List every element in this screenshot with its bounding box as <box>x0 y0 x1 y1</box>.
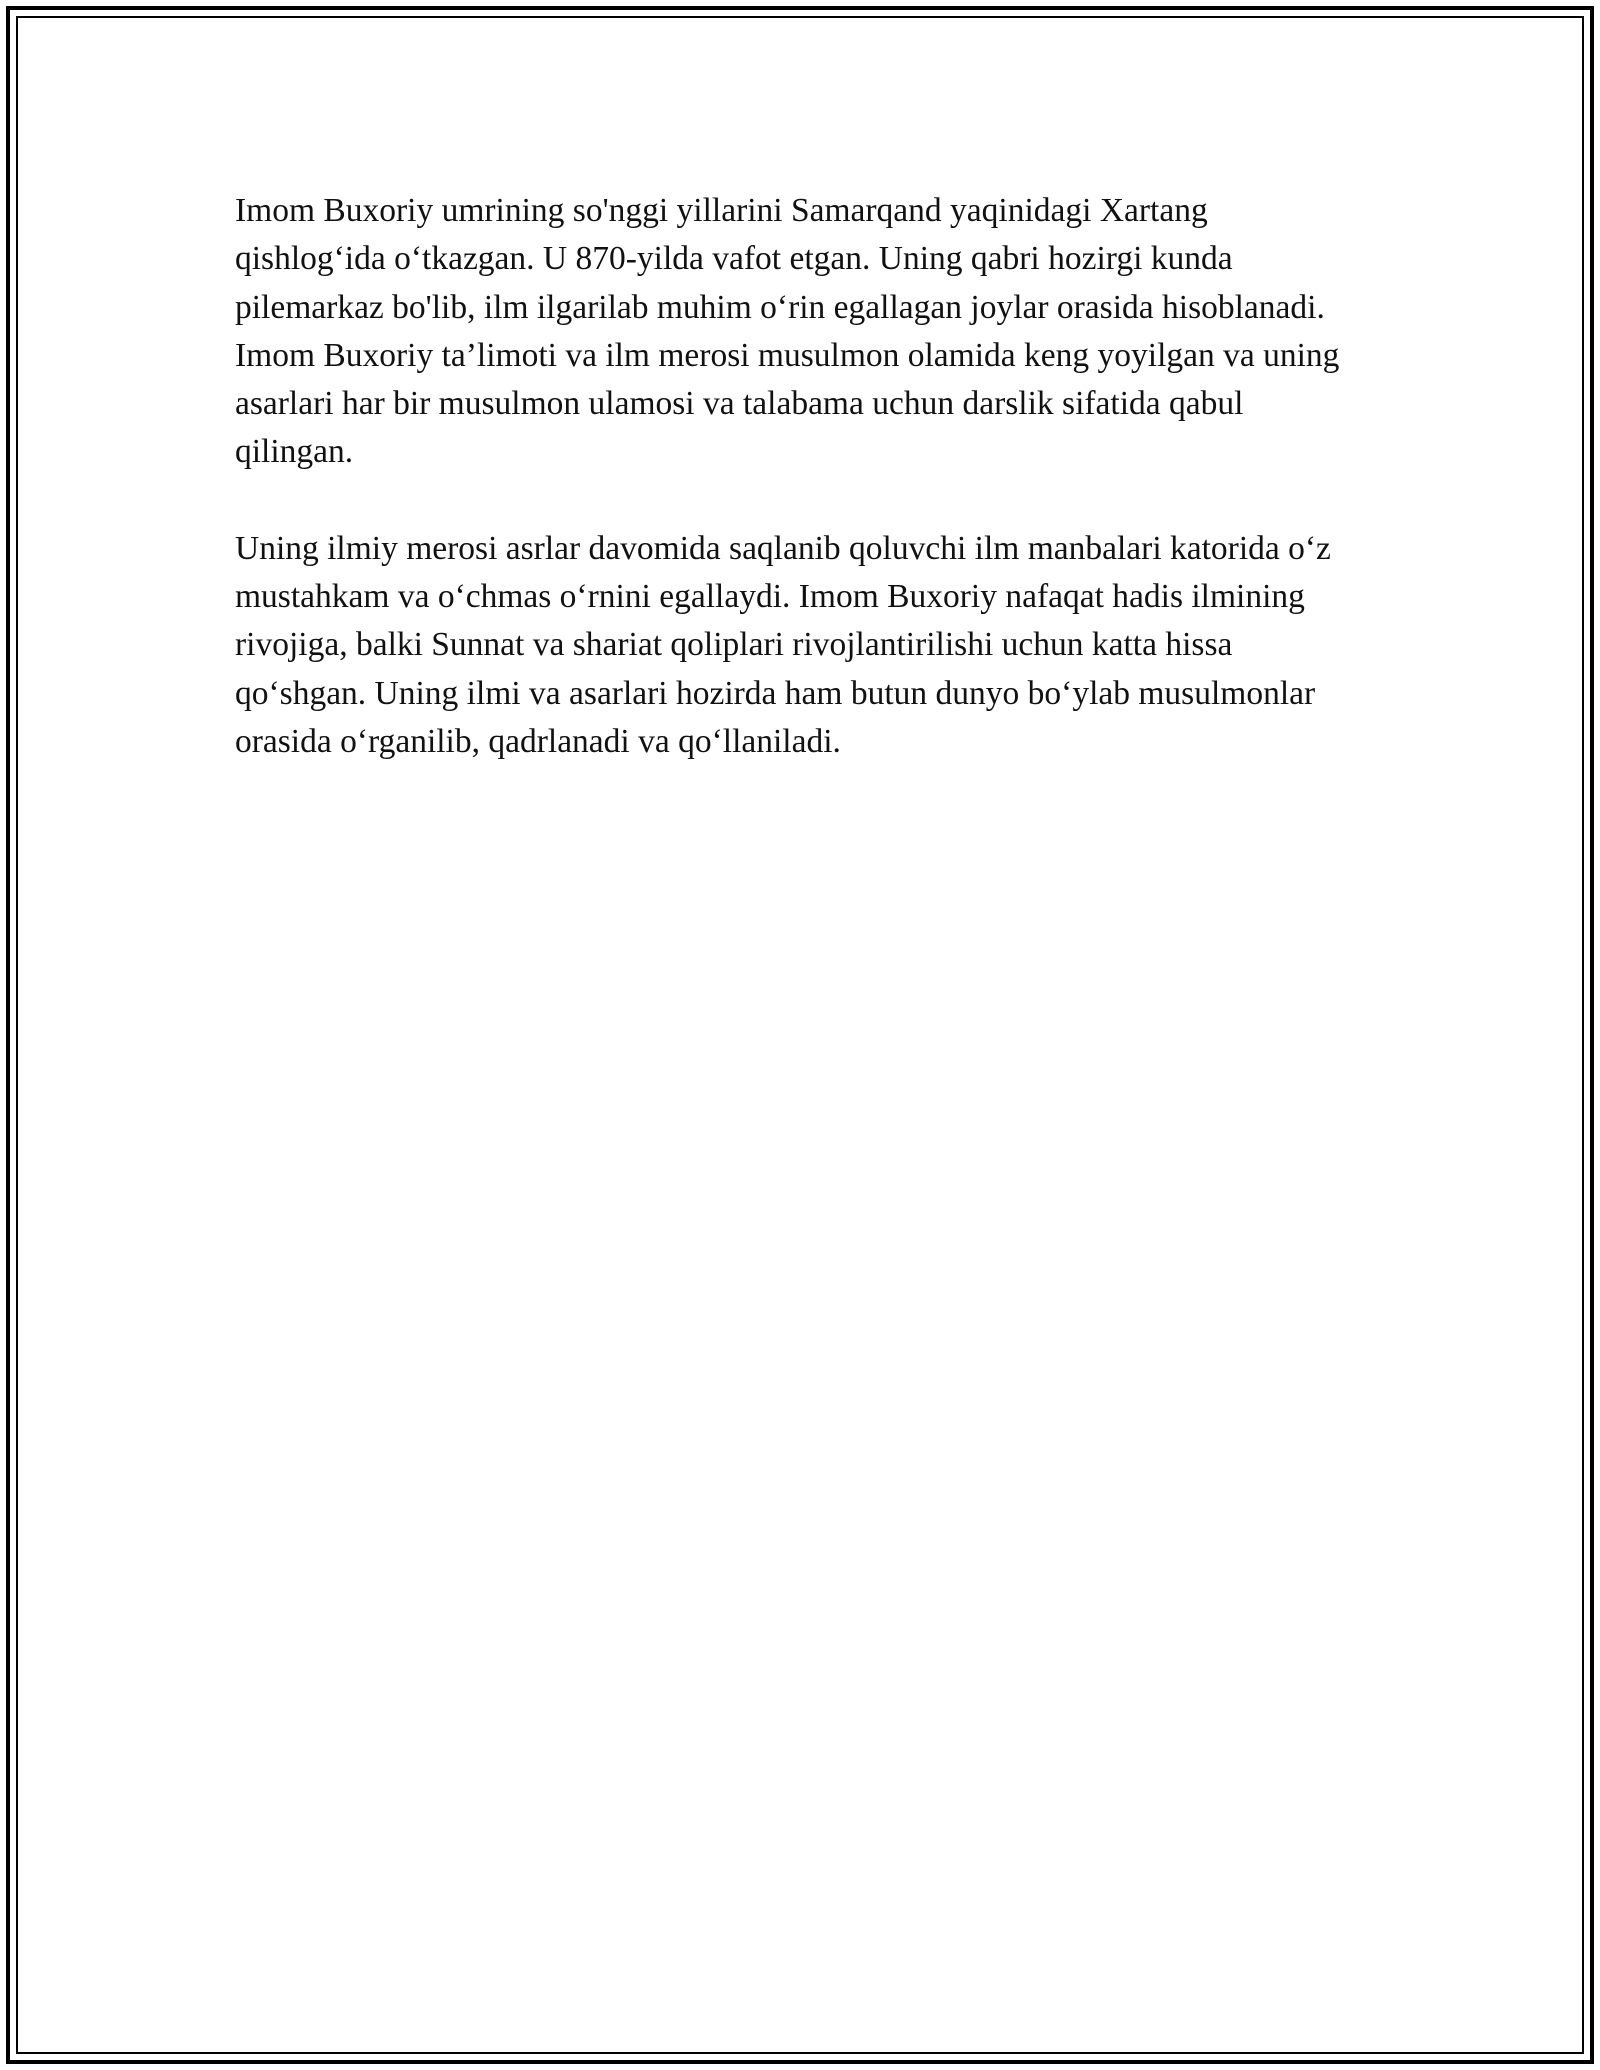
paragraph-2: Uning ilmiy merosi asrlar davomida saqlanib qoluvchi ilm manbalari katorida o‘z mustahkam va o‘chmas o‘rnini egallaydi. Imom Buxoriy nafaqat hadis ilmining rivojiga, balki Sunnat va shariat qoliplari rivojlantirilishi uchun katta hissa qo‘shgan. Uning ilmi va asarlari hozirda ham butun dunyo bo‘ylab musulmonlar orasida o‘rganilib, qadrlanadi va qo‘llaniladi. <box>235 529 1331 760</box>
paragraph-1: Imom Buxoriy umrining so'nggi yillarini Samarqand yaqinidagi Xartang qishlog‘ida o‘tkazgan. U 870-yilda vafot etgan. Uning qabri hozirgi kunda pilemarkaz bo'lib, ilm ilgarilab muhim o‘rin egallagan joylar orasida hisoblanadi. Imom Buxoriy ta’limoti va ilm merosi musulmon olamida keng yoyilgan va uning asarlari har bir musulmon ulamosi va talabama uchun darslik sifatida qabul qilingan. <box>235 192 1340 471</box>
document-body <box>235 187 1365 814</box>
